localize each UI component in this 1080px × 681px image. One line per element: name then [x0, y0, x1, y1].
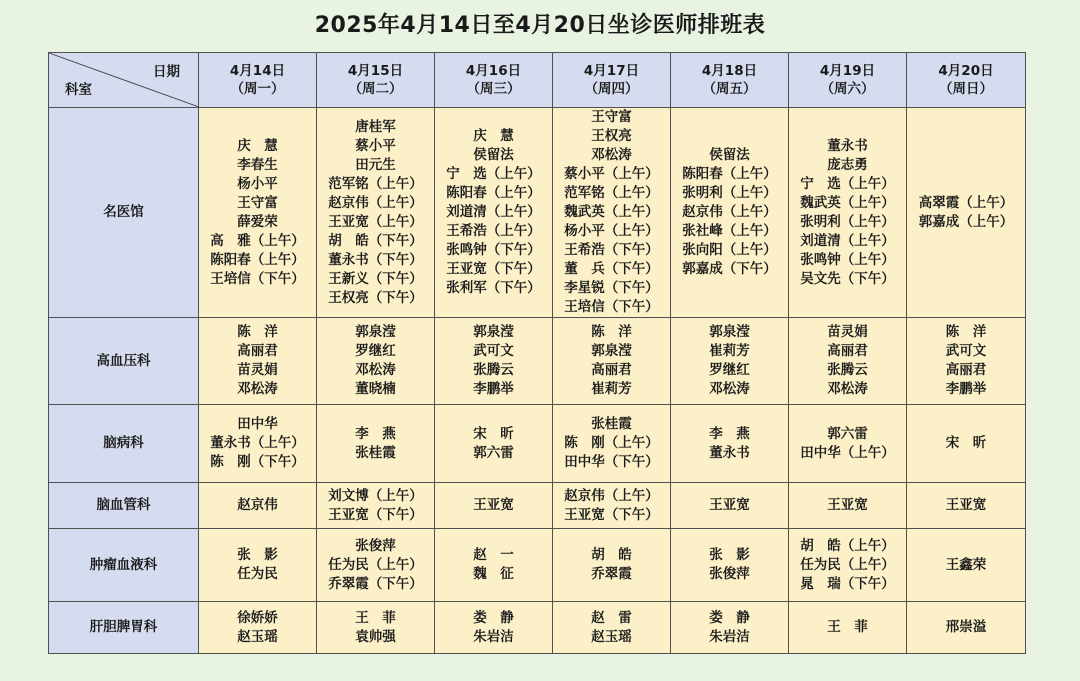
doctor-entry: 高丽君 — [945, 362, 987, 378]
day-weekday: （周二） — [348, 81, 403, 97]
doctor-entry: 蔡小平 — [355, 137, 396, 154]
doctor-entry: 王新义（下午） — [328, 270, 423, 287]
day-header — [789, 53, 907, 108]
schedule-cell — [317, 108, 435, 318]
doctor-entry: 董 兵（下午） — [564, 261, 659, 277]
doctor-entry: 赵玉瑶 — [237, 628, 278, 645]
doctor-entry: 吴文先（下午） — [800, 270, 895, 287]
doctor-entry: 苗灵娟 — [827, 324, 868, 340]
doctor-entry: 张腾云 — [827, 362, 868, 378]
doctor-entry: 朱岩洁 — [473, 628, 514, 645]
doctor-entry: 赵 雷 — [591, 609, 632, 626]
schedule-cell — [907, 483, 1026, 529]
doctor-entry: 赵京伟（上午） — [682, 204, 777, 220]
doctor-entry: 王鑫荣 — [945, 556, 987, 573]
doctor-entry: 王 菲 — [827, 619, 868, 635]
doctor-entry: 胡 皓（下午） — [328, 232, 423, 249]
doctor-entry: 田中华（上午） — [800, 444, 895, 461]
doctor-entry: 田中华 — [237, 416, 278, 432]
doctor-entry: 郭泉滢 — [355, 324, 396, 340]
doctor-entry: 郭泉滢 — [591, 343, 632, 359]
doctor-entry: 王希浩（上午） — [446, 223, 541, 239]
doctor-entry: 刘道清（上午） — [446, 204, 541, 220]
doctor-entry: 乔翠霞 — [591, 566, 632, 582]
doctor-entry: 陈 洋 — [945, 324, 987, 340]
schedule-cell — [789, 602, 907, 654]
schedule-cell — [199, 483, 317, 529]
doctor-entry: 张俊萍 — [709, 566, 750, 582]
doctor-entry: 晁 瑞（下午） — [800, 575, 895, 592]
schedule-cell — [199, 529, 317, 602]
dept-row — [49, 405, 1026, 483]
doctor-entry: 陈阳春（上午） — [446, 185, 541, 201]
doctor-entry: 王权亮（下午） — [328, 289, 423, 306]
dept-row — [49, 108, 1026, 318]
schedule-cell — [789, 483, 907, 529]
doctor-entry: 罗继红 — [709, 362, 750, 378]
schedule-cell — [907, 602, 1026, 654]
doctor-entry: 张 影 — [709, 547, 750, 563]
doctor-entry: 李 燕 — [355, 425, 396, 442]
dept-row — [49, 318, 1026, 405]
schedule-cell — [671, 529, 789, 602]
doctor-entry: 郭六雷 — [827, 425, 868, 442]
doctor-entry: 侯留法 — [709, 147, 750, 163]
doctor-entry: 王亚宽（下午） — [564, 506, 659, 523]
doctor-entry: 张鸣钟（上午） — [800, 251, 895, 268]
doctor-entry: 苗灵娟 — [237, 362, 278, 378]
day-date: 4月20日 — [938, 63, 994, 79]
dept-name: 高血压科 — [49, 318, 199, 405]
doctor-entry: 王亚宽（下午） — [446, 261, 541, 277]
doctor-entry: 李 燕 — [709, 425, 750, 442]
day-date: 4月18日 — [701, 63, 758, 79]
doctor-entry: 高翠霞（上午） — [918, 194, 1014, 211]
doctor-entry: 赵京伟 — [237, 497, 278, 513]
doctor-entry: 董晓楠 — [355, 381, 396, 397]
schedule-cell — [671, 483, 789, 529]
doctor-entry: 高丽君 — [237, 343, 278, 359]
doctor-entry: 陈 刚（下午） — [210, 454, 305, 470]
schedule-table — [48, 52, 1026, 654]
doctor-entry: 庆 慧 — [237, 137, 278, 154]
doctor-entry: 范军铭（上午） — [564, 185, 659, 201]
doctor-entry: 庞志勇 — [827, 156, 868, 173]
dept-name: 肿瘤血液科 — [49, 529, 199, 602]
doctor-entry: 崔莉芳 — [709, 343, 750, 359]
day-date: 4月14日 — [229, 63, 286, 79]
day-weekday: （周六） — [820, 81, 875, 97]
day-date: 4月17日 — [583, 63, 640, 79]
doctor-entry: 张明利（上午） — [682, 185, 777, 201]
doctor-entry: 胡 皓 — [591, 547, 632, 563]
doctor-entry: 郭嘉成（上午） — [918, 213, 1014, 230]
day-date: 4月16日 — [465, 63, 522, 79]
schedule-cell — [671, 108, 789, 318]
schedule-cell — [317, 318, 435, 405]
doctor-entry: 张明利（上午） — [800, 213, 895, 230]
doctor-entry: 张桂霞 — [591, 416, 632, 432]
schedule-cell — [199, 318, 317, 405]
doctor-entry: 赵玉瑶 — [591, 628, 632, 645]
doctor-entry: 侯留法 — [473, 147, 514, 163]
doctor-entry: 陈 洋 — [591, 324, 632, 340]
doctor-entry: 张向阳（上午） — [682, 242, 777, 258]
doctor-entry: 邓松涛 — [591, 147, 632, 163]
doctor-entry: 任为民 — [237, 566, 278, 582]
day-weekday: （周五） — [702, 81, 757, 97]
doctor-entry: 董永书 — [827, 137, 868, 154]
doctor-entry: 王亚宽 — [709, 497, 750, 513]
doctor-entry: 任为民（上午） — [800, 556, 895, 573]
doctor-entry: 乔翠霞（下午） — [328, 575, 423, 592]
doctor-entry: 王亚宽 — [945, 497, 987, 513]
doctor-entry: 刘文博（上午） — [328, 487, 423, 504]
doctor-entry: 张腾云 — [473, 362, 514, 378]
doctor-entry: 王权亮 — [591, 128, 632, 144]
doctor-entry: 张鸣钟（下午） — [446, 242, 541, 258]
doctor-entry: 张桂霞 — [355, 444, 396, 461]
doctor-entry: 田中华（下午） — [564, 454, 659, 470]
schedule-cell — [553, 529, 671, 602]
schedule-cell — [435, 108, 553, 318]
doctor-entry: 范军铭（上午） — [328, 175, 423, 192]
schedule-cell — [671, 318, 789, 405]
doctor-entry: 邢崇溢 — [945, 619, 987, 635]
schedule-cell — [317, 529, 435, 602]
day-weekday: （周三） — [466, 81, 521, 97]
doctor-entry: 崔莉芳 — [591, 381, 632, 397]
schedule-cell — [435, 318, 553, 405]
doctor-entry: 陈阳春（上午） — [210, 251, 305, 268]
doctor-entry: 徐娇娇 — [237, 609, 278, 626]
doctor-entry: 魏武英（上午） — [800, 194, 895, 211]
dept-row — [49, 529, 1026, 602]
doctor-entry: 刘道清（上午） — [800, 232, 895, 249]
doctor-entry: 李鹏举 — [473, 381, 514, 397]
doctor-entry: 王守富 — [237, 194, 278, 211]
doctor-entry: 李鹏举 — [945, 381, 987, 397]
schedule-cell — [789, 108, 907, 318]
doctor-entry: 李春生 — [237, 156, 278, 173]
doctor-entry: 王亚宽（下午） — [328, 506, 423, 523]
schedule-cell — [789, 529, 907, 602]
schedule-cell — [553, 483, 671, 529]
doctor-entry: 陈 刚（上午） — [564, 435, 659, 451]
dept-row — [49, 602, 1026, 654]
dept-name: 脑血管科 — [49, 483, 199, 529]
doctor-entry: 邓松涛 — [827, 381, 868, 397]
doctor-entry: 郭六雷 — [473, 444, 514, 461]
doctor-entry: 王希浩（下午） — [564, 242, 659, 258]
doctor-entry: 罗继红 — [355, 343, 396, 359]
day-weekday: （周日） — [939, 81, 993, 97]
doctor-entry: 庆 慧 — [473, 128, 514, 144]
day-header — [671, 53, 789, 108]
doctor-entry: 陈阳春（上午） — [682, 166, 777, 182]
doctor-entry: 董永书（上午） — [210, 435, 305, 451]
doctor-entry: 宋 昕 — [473, 425, 514, 442]
doctor-entry: 武可文 — [473, 343, 514, 359]
day-header — [435, 53, 553, 108]
header-row — [49, 53, 1026, 108]
day-date: 4月15日 — [347, 63, 404, 79]
doctor-entry: 娄 静 — [473, 609, 514, 626]
day-header — [317, 53, 435, 108]
doctor-entry: 杨小平（上午） — [564, 223, 659, 239]
corner-dept-label: 科室 — [65, 82, 92, 98]
doctor-entry: 宋 昕 — [945, 435, 987, 451]
schedule-cell — [553, 318, 671, 405]
doctor-entry: 唐桂军 — [355, 118, 396, 135]
doctor-entry: 娄 静 — [709, 609, 750, 626]
schedule-cell — [317, 483, 435, 529]
corner-header — [49, 53, 199, 108]
doctor-entry: 魏武英（上午） — [564, 204, 659, 220]
schedule-cell — [553, 405, 671, 483]
doctor-entry: 高丽君 — [591, 362, 632, 378]
doctor-entry: 陈 洋 — [237, 324, 278, 340]
doctor-entry: 张俊萍 — [355, 537, 396, 554]
doctor-entry: 宁 选（上午） — [800, 175, 895, 192]
day-header — [199, 53, 317, 108]
schedule-cell — [789, 318, 907, 405]
schedule-cell — [907, 318, 1026, 405]
dept-row — [49, 483, 1026, 529]
day-weekday: （周一） — [230, 81, 285, 97]
doctor-entry: 王亚宽（上午） — [328, 213, 423, 230]
schedule-cell — [199, 108, 317, 318]
doctor-entry: 王 菲 — [355, 609, 396, 626]
doctor-entry: 邓松涛 — [237, 381, 278, 397]
doctor-entry: 胡 皓（上午） — [800, 537, 895, 554]
doctor-entry: 张利军（下午） — [446, 280, 541, 296]
dept-name: 肝胆脾胃科 — [49, 602, 199, 654]
day-header — [553, 53, 671, 108]
schedule-title: 2025年4月14日至4月20日坐诊医师排班表 — [314, 13, 766, 38]
doctor-entry: 蔡小平（上午） — [564, 166, 659, 182]
doctor-entry: 薛爱荣 — [237, 213, 278, 230]
day-header — [907, 53, 1026, 108]
doctor-entry: 王亚宽 — [827, 497, 868, 513]
schedule-cell — [435, 483, 553, 529]
doctor-entry: 王培信（下午） — [564, 299, 659, 315]
schedule-cell — [435, 602, 553, 654]
schedule-cell — [317, 405, 435, 483]
schedule-cell — [907, 405, 1026, 483]
doctor-entry: 董永书 — [709, 444, 750, 461]
doctor-entry: 郭嘉成（下午） — [682, 261, 777, 277]
doctor-entry: 王守富 — [591, 109, 632, 125]
dept-name: 名医馆 — [49, 108, 199, 318]
doctor-entry: 高 雅（上午） — [210, 232, 305, 249]
schedule-cell — [435, 529, 553, 602]
doctor-entry: 田元生 — [355, 156, 396, 173]
doctor-entry: 张社峰（上午） — [682, 223, 777, 239]
schedule-cell — [435, 405, 553, 483]
doctor-entry: 邓松涛 — [709, 381, 750, 397]
doctor-entry: 王亚宽 — [473, 497, 514, 513]
doctor-entry: 郭泉滢 — [709, 324, 750, 340]
schedule-cell — [907, 108, 1026, 318]
doctor-entry: 任为民（上午） — [328, 556, 423, 573]
doctor-entry: 杨小平 — [237, 175, 278, 192]
doctor-entry: 袁帅强 — [355, 628, 396, 645]
doctor-entry: 高丽君 — [827, 343, 868, 359]
schedule-cell — [199, 405, 317, 483]
doctor-entry: 朱岩洁 — [709, 628, 750, 645]
corner-date-label: 日期 — [153, 64, 180, 80]
schedule-cell — [317, 602, 435, 654]
doctor-entry: 董永书（下午） — [328, 251, 423, 268]
doctor-entry: 张 影 — [237, 547, 278, 563]
doctor-entry: 李星锐（下午） — [564, 280, 659, 296]
schedule-cell — [789, 405, 907, 483]
day-date: 4月19日 — [819, 63, 876, 79]
doctor-entry: 王培信（下午） — [210, 270, 305, 287]
dept-name: 脑病科 — [49, 405, 199, 483]
schedule-cell — [199, 602, 317, 654]
day-weekday: （周四） — [584, 81, 639, 97]
schedule-cell — [907, 529, 1026, 602]
doctor-entry: 宁 选（上午） — [446, 166, 541, 182]
doctor-entry: 赵京伟（上午） — [328, 194, 423, 211]
schedule-cell — [671, 405, 789, 483]
doctor-entry: 武可文 — [945, 343, 987, 359]
doctor-entry: 魏 征 — [473, 566, 514, 582]
schedule-cell — [671, 602, 789, 654]
schedule-cell — [553, 108, 671, 318]
doctor-entry: 赵 一 — [473, 547, 514, 563]
doctor-entry: 郭泉滢 — [473, 324, 514, 340]
doctor-entry: 邓松涛 — [355, 362, 396, 378]
schedule-cell — [553, 602, 671, 654]
doctor-entry: 赵京伟（上午） — [564, 487, 659, 504]
